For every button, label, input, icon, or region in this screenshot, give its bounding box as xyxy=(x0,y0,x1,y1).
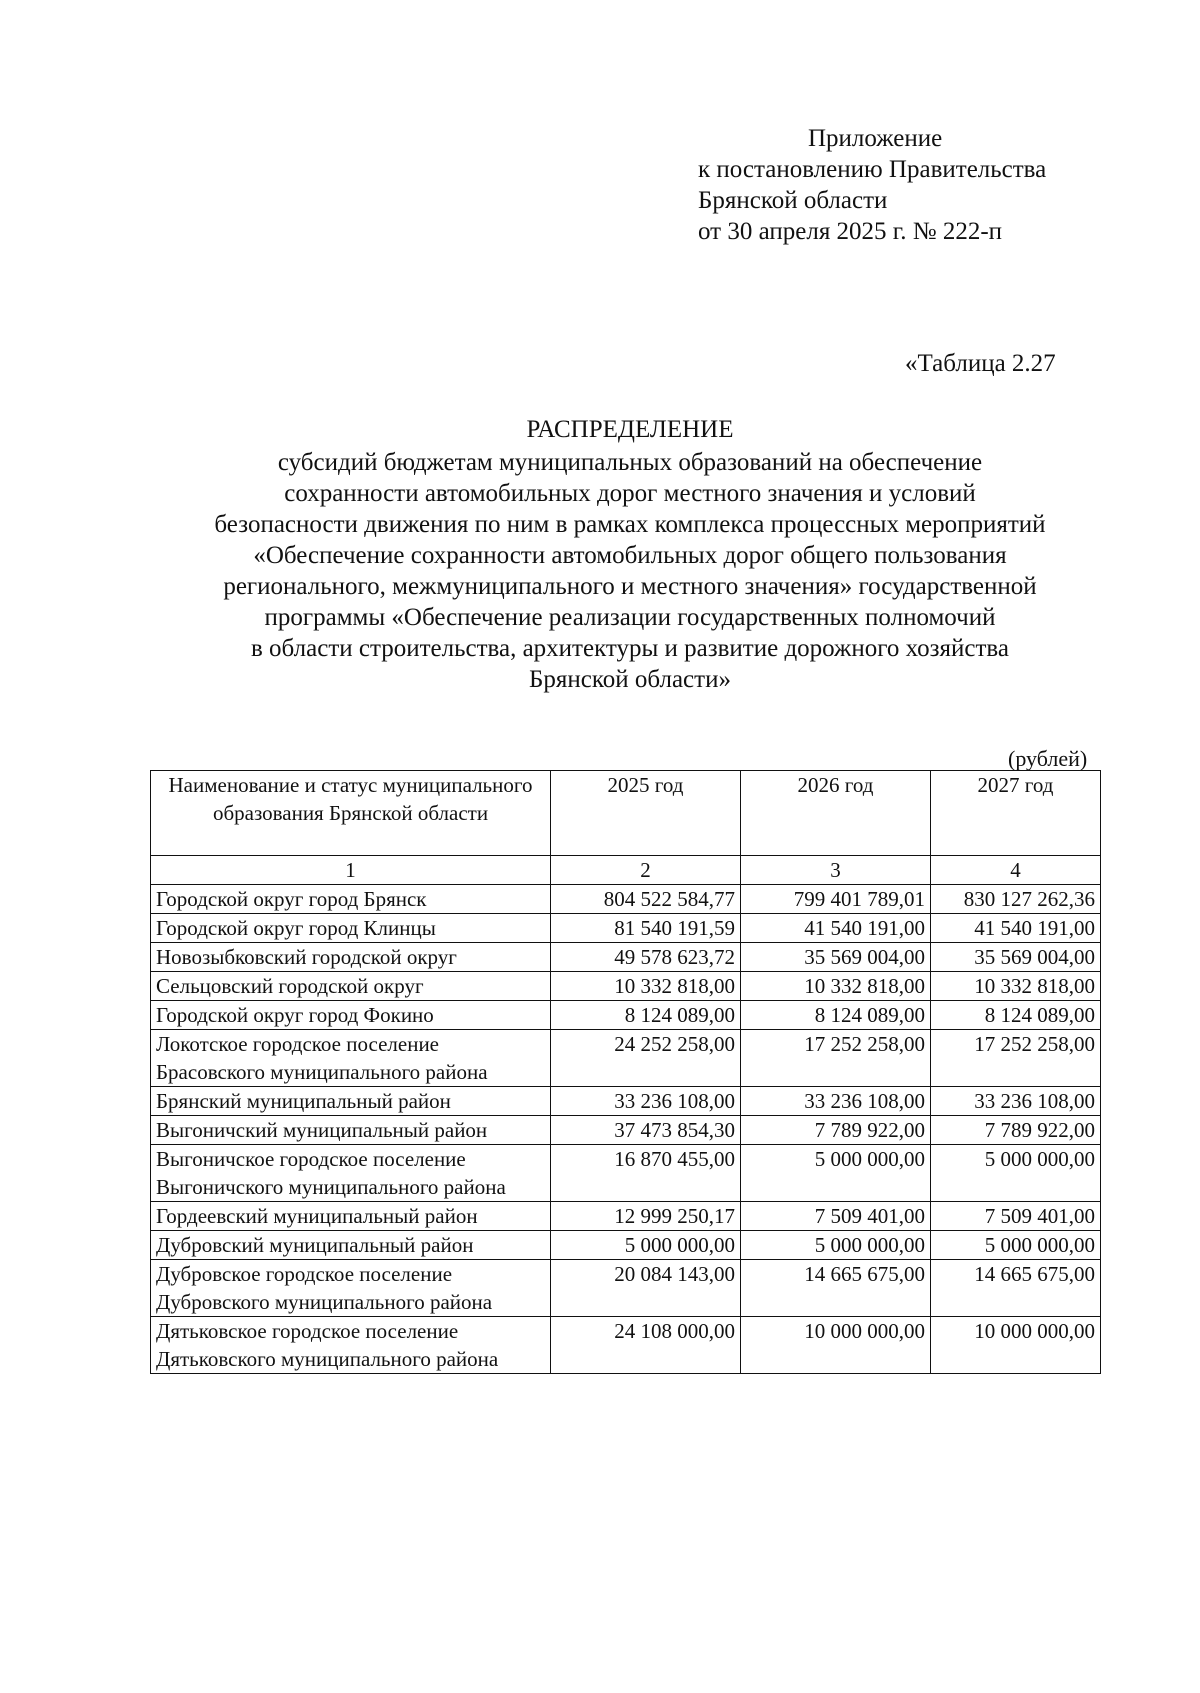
municipality-name: Выгоничское городское поселение Выгоничского муниципального района xyxy=(151,1145,551,1202)
table-row xyxy=(151,972,1101,1001)
amount-2025: 81 540 191,59 xyxy=(551,914,741,943)
municipality-name: Городской округ город Брянск xyxy=(151,885,551,914)
table-row xyxy=(151,943,1101,972)
heading-line: в области строительства, архитектуры и развитие дорожного хозяйства xyxy=(251,635,1009,662)
header-year-2027: 2027 год xyxy=(931,771,1101,856)
amount-2027: 41 540 191,00 xyxy=(931,914,1101,943)
amount-2027: 7 789 922,00 xyxy=(931,1116,1101,1145)
column-number-row xyxy=(151,856,1101,885)
appendix-title: Приложение xyxy=(808,125,943,152)
amount-2027: 35 569 004,00 xyxy=(931,943,1101,972)
appendix-line: к постановлению Правительства xyxy=(698,156,1047,183)
heading-line: Брянской области» xyxy=(529,666,731,693)
amount-2025: 5 000 000,00 xyxy=(551,1231,741,1260)
amount-2026: 17 252 258,00 xyxy=(741,1030,931,1087)
amount-2025: 16 870 455,00 xyxy=(551,1145,741,1202)
heading-line: регионального, межмуниципального и местного значения» государственной xyxy=(223,573,1037,600)
amount-2027: 5 000 000,00 xyxy=(931,1145,1101,1202)
municipality-name: Новозыбковский городской округ xyxy=(151,943,551,972)
amount-2027: 10 332 818,00 xyxy=(931,972,1101,1001)
heading-line: сохранности автомобильных дорог местного значения и условий xyxy=(284,480,976,507)
amount-2026: 14 665 675,00 xyxy=(741,1260,931,1317)
amount-2025: 49 578 623,72 xyxy=(551,943,741,972)
table-row xyxy=(151,1087,1101,1116)
unit-note: (рублей) xyxy=(1008,746,1088,771)
municipality-name: Дубровское городское поселение Дубровского муниципального района xyxy=(151,1260,551,1317)
amount-2026: 5 000 000,00 xyxy=(741,1145,931,1202)
table-row xyxy=(151,1260,1101,1317)
amount-2025: 24 108 000,00 xyxy=(551,1317,741,1374)
municipality-name: Гордеевский муниципальный район xyxy=(151,1202,551,1231)
amount-2026: 8 124 089,00 xyxy=(741,1001,931,1030)
table-header-row xyxy=(151,771,1101,856)
table-row xyxy=(151,914,1101,943)
amount-2027: 5 000 000,00 xyxy=(931,1231,1101,1260)
amount-2027: 33 236 108,00 xyxy=(931,1087,1101,1116)
municipality-name: Брянский муниципальный район xyxy=(151,1087,551,1116)
municipality-name: Городской округ город Фокино xyxy=(151,1001,551,1030)
table-row xyxy=(151,1116,1101,1145)
header-name-column: Наименование и статус муниципального образования Брянской области xyxy=(151,771,551,856)
amount-2025: 20 084 143,00 xyxy=(551,1260,741,1317)
heading-line: программы «Обеспечение реализации государственных полномочий xyxy=(264,604,996,631)
column-number: 4 xyxy=(931,856,1101,885)
amount-2027: 14 665 675,00 xyxy=(931,1260,1101,1317)
heading-line: субсидий бюджетам муниципальных образований на обеспечение xyxy=(277,449,983,476)
amount-2026: 35 569 004,00 xyxy=(741,943,931,972)
table-row xyxy=(151,1145,1101,1202)
amount-2026: 799 401 789,01 xyxy=(741,885,931,914)
heading-line: безопасности движения по ним в рамках комплекса процессных мероприятий xyxy=(214,511,1046,538)
table-label: «Таблица 2.27 xyxy=(905,350,1056,377)
column-number: 3 xyxy=(741,856,931,885)
municipality-name: Дубровский муниципальный район xyxy=(151,1231,551,1260)
amount-2025: 12 999 250,17 xyxy=(551,1202,741,1231)
municipality-name: Выгоничский муниципальный район xyxy=(151,1116,551,1145)
amount-2027: 830 127 262,36 xyxy=(931,885,1101,914)
table-body xyxy=(151,771,1101,1374)
column-number: 2 xyxy=(551,856,741,885)
amount-2026: 33 236 108,00 xyxy=(741,1087,931,1116)
amount-2026: 41 540 191,00 xyxy=(741,914,931,943)
appendix-line: Брянской области xyxy=(698,187,888,214)
amount-2026: 10 000 000,00 xyxy=(741,1317,931,1374)
amount-2026: 7 509 401,00 xyxy=(741,1202,931,1231)
header-year-2026: 2026 год xyxy=(741,771,931,856)
amount-2025: 10 332 818,00 xyxy=(551,972,741,1001)
table-row xyxy=(151,1001,1101,1030)
distribution-table xyxy=(150,770,1101,1374)
appendix-date-number: от 30 апреля 2025 г. № 222-п xyxy=(698,218,1003,245)
amount-2025: 33 236 108,00 xyxy=(551,1087,741,1116)
column-number: 1 xyxy=(151,856,551,885)
table-row xyxy=(151,1317,1101,1374)
document-heading xyxy=(140,414,1120,695)
amount-2027: 17 252 258,00 xyxy=(931,1030,1101,1087)
amount-2025: 37 473 854,30 xyxy=(551,1116,741,1145)
amount-2025: 804 522 584,77 xyxy=(551,885,741,914)
table-row xyxy=(151,1030,1101,1087)
appendix-block xyxy=(698,123,1046,247)
amount-2025: 24 252 258,00 xyxy=(551,1030,741,1087)
table-row xyxy=(151,1231,1101,1260)
heading-line: «Обеспечение сохранности автомобильных дорог общего пользования xyxy=(253,542,1007,569)
municipality-name: Локотское городское поселение Брасовского муниципального района xyxy=(151,1030,551,1087)
municipality-name: Сельцовский городской округ xyxy=(151,972,551,1001)
table-row xyxy=(151,1202,1101,1231)
amount-2027: 7 509 401,00 xyxy=(931,1202,1101,1231)
municipality-name: Городской округ город Клинцы xyxy=(151,914,551,943)
heading-title: РАСПРЕДЕЛЕНИЕ xyxy=(526,416,734,443)
table-row xyxy=(151,885,1101,914)
amount-2026: 10 332 818,00 xyxy=(741,972,931,1001)
header-year-2025: 2025 год xyxy=(551,771,741,856)
amount-2026: 5 000 000,00 xyxy=(741,1231,931,1260)
municipality-name: Дятьковское городское поселение Дятьковского муниципального района xyxy=(151,1317,551,1374)
amount-2025: 8 124 089,00 xyxy=(551,1001,741,1030)
amount-2027: 8 124 089,00 xyxy=(931,1001,1101,1030)
amount-2026: 7 789 922,00 xyxy=(741,1116,931,1145)
amount-2027: 10 000 000,00 xyxy=(931,1317,1101,1374)
